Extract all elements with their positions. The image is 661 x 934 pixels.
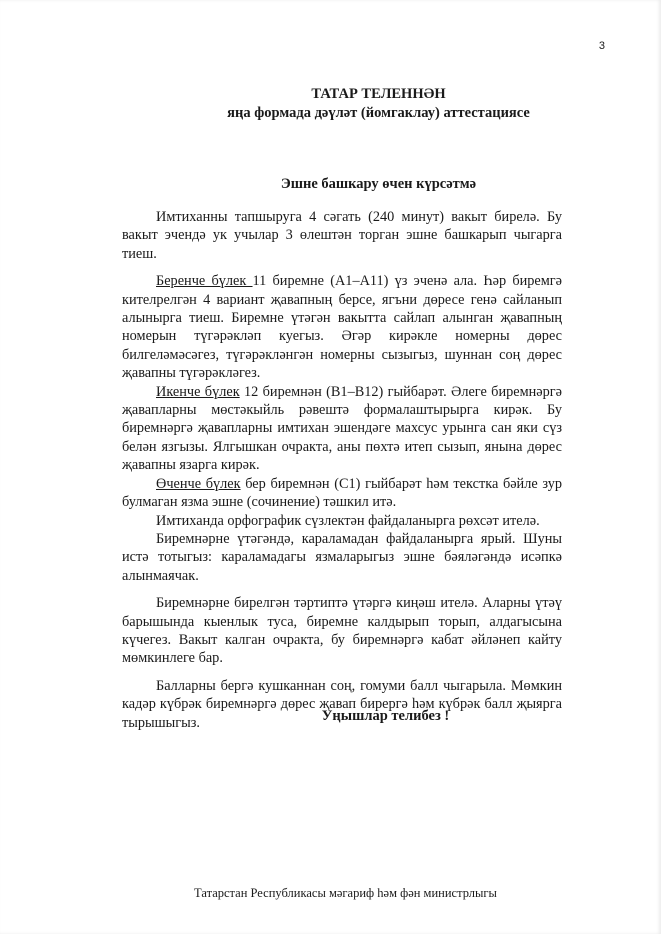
instructions-body bbox=[122, 208, 562, 732]
part-two-text: 12 биремнән (В1–В12) гыйбарәт. Әлеге биремнәргә җавапларны мөстәкыйль рәвештә формалаштырырга кирәк. Бу биремнәргә җавапларны имтихан эшендәге махсус урынга сан яки сүз белән язгызы. Ялгышкан очракта, аны пөхтә итеп сызып, янына дөрес җавапны язарга кирәк. bbox=[122, 383, 562, 474]
footer-ministry: Татарстан Республикасы мәгариф һәм фән министрлыгы bbox=[194, 886, 497, 900]
part-one-label: Беренче бүлек bbox=[156, 273, 253, 290]
paragraph-part-three bbox=[122, 475, 562, 512]
document-title bbox=[0, 85, 661, 123]
paragraph-dictionary: Имтиханда орфографик сүзлектән файдаланырга рөхсәт ителә. bbox=[156, 512, 540, 529]
paragraph-draft: Биремнәрне үтәгәндә, караламадан файдаланырга ярый. Шуны истә тотыгыз: караламадагы язмаларыгыз эшне бәяләгәндә исәпкә алынмаячак. bbox=[122, 530, 562, 584]
paragraph-part-one bbox=[122, 272, 562, 382]
part-two-label: Икенче бүлек bbox=[156, 383, 240, 400]
paragraph-part-two bbox=[122, 383, 562, 475]
title-line-2: яңа формада дәүләт (йомгаклау) аттестациясе bbox=[227, 105, 530, 121]
section-heading: Эшне башкару өчен күрсәтмә bbox=[280, 176, 477, 192]
paragraph-exam-time: Имтиханны тапшыруга 4 сәгать (240 минут) вакыт бирелә. Бу вакыт эчендә ук учылар 3 өлештән торган эшне башкарып чыгарга тиеш. bbox=[122, 209, 562, 262]
closing-wish: Уңышлар телибез ! bbox=[321, 708, 450, 724]
paragraph-score: Балларны бергә кушканнан соң, гомуми балл чыгарыла. Мөмкин кадәр күбрәк биремнәргә дөрес җавап бирергә һәм күбрәк балл җыярга тырышыгыз. bbox=[122, 677, 562, 731]
page-number: 3 bbox=[598, 40, 605, 52]
title-line-1: ТАТАР ТЕЛЕННӘН bbox=[311, 86, 446, 102]
paragraph-order: Биремнәрне бирелгән тәртиптә үтәргә киңәш ителә. Аларны үтәү барышында кыенлык туса, биремне калдырып торып, алдагысына күчегез. Вакыт калган очракта, бу биремнәргә кабат әйләнеп кайту мөмкинлеге бар. bbox=[122, 595, 562, 667]
part-three-text: бер биремнән (С1) гыйбарәт һәм текстка бәйле зур булмаган язма эшне (сочинение) тәшкил итә. bbox=[122, 475, 562, 511]
part-one-text: 11 биремне (А1–А11) үз эченә ала. Һәр биремгә кителрелгән 4 вариант җавапның берсе, ягъни дөресе генә сайланып алынырга тиеш. Биремне үтәгән вакытта сайлап алынган җавапның номерын түгәрәкләп куегыз. Әгәр кирәкле номерны дөрес билгеләмәсәгез, түгәрәкләнгән номерны сызыгыз, шуннан соң дөрес җавапны түгәрәкләгез. bbox=[122, 273, 562, 382]
part-three-label: Өченче бүлек bbox=[156, 475, 241, 492]
